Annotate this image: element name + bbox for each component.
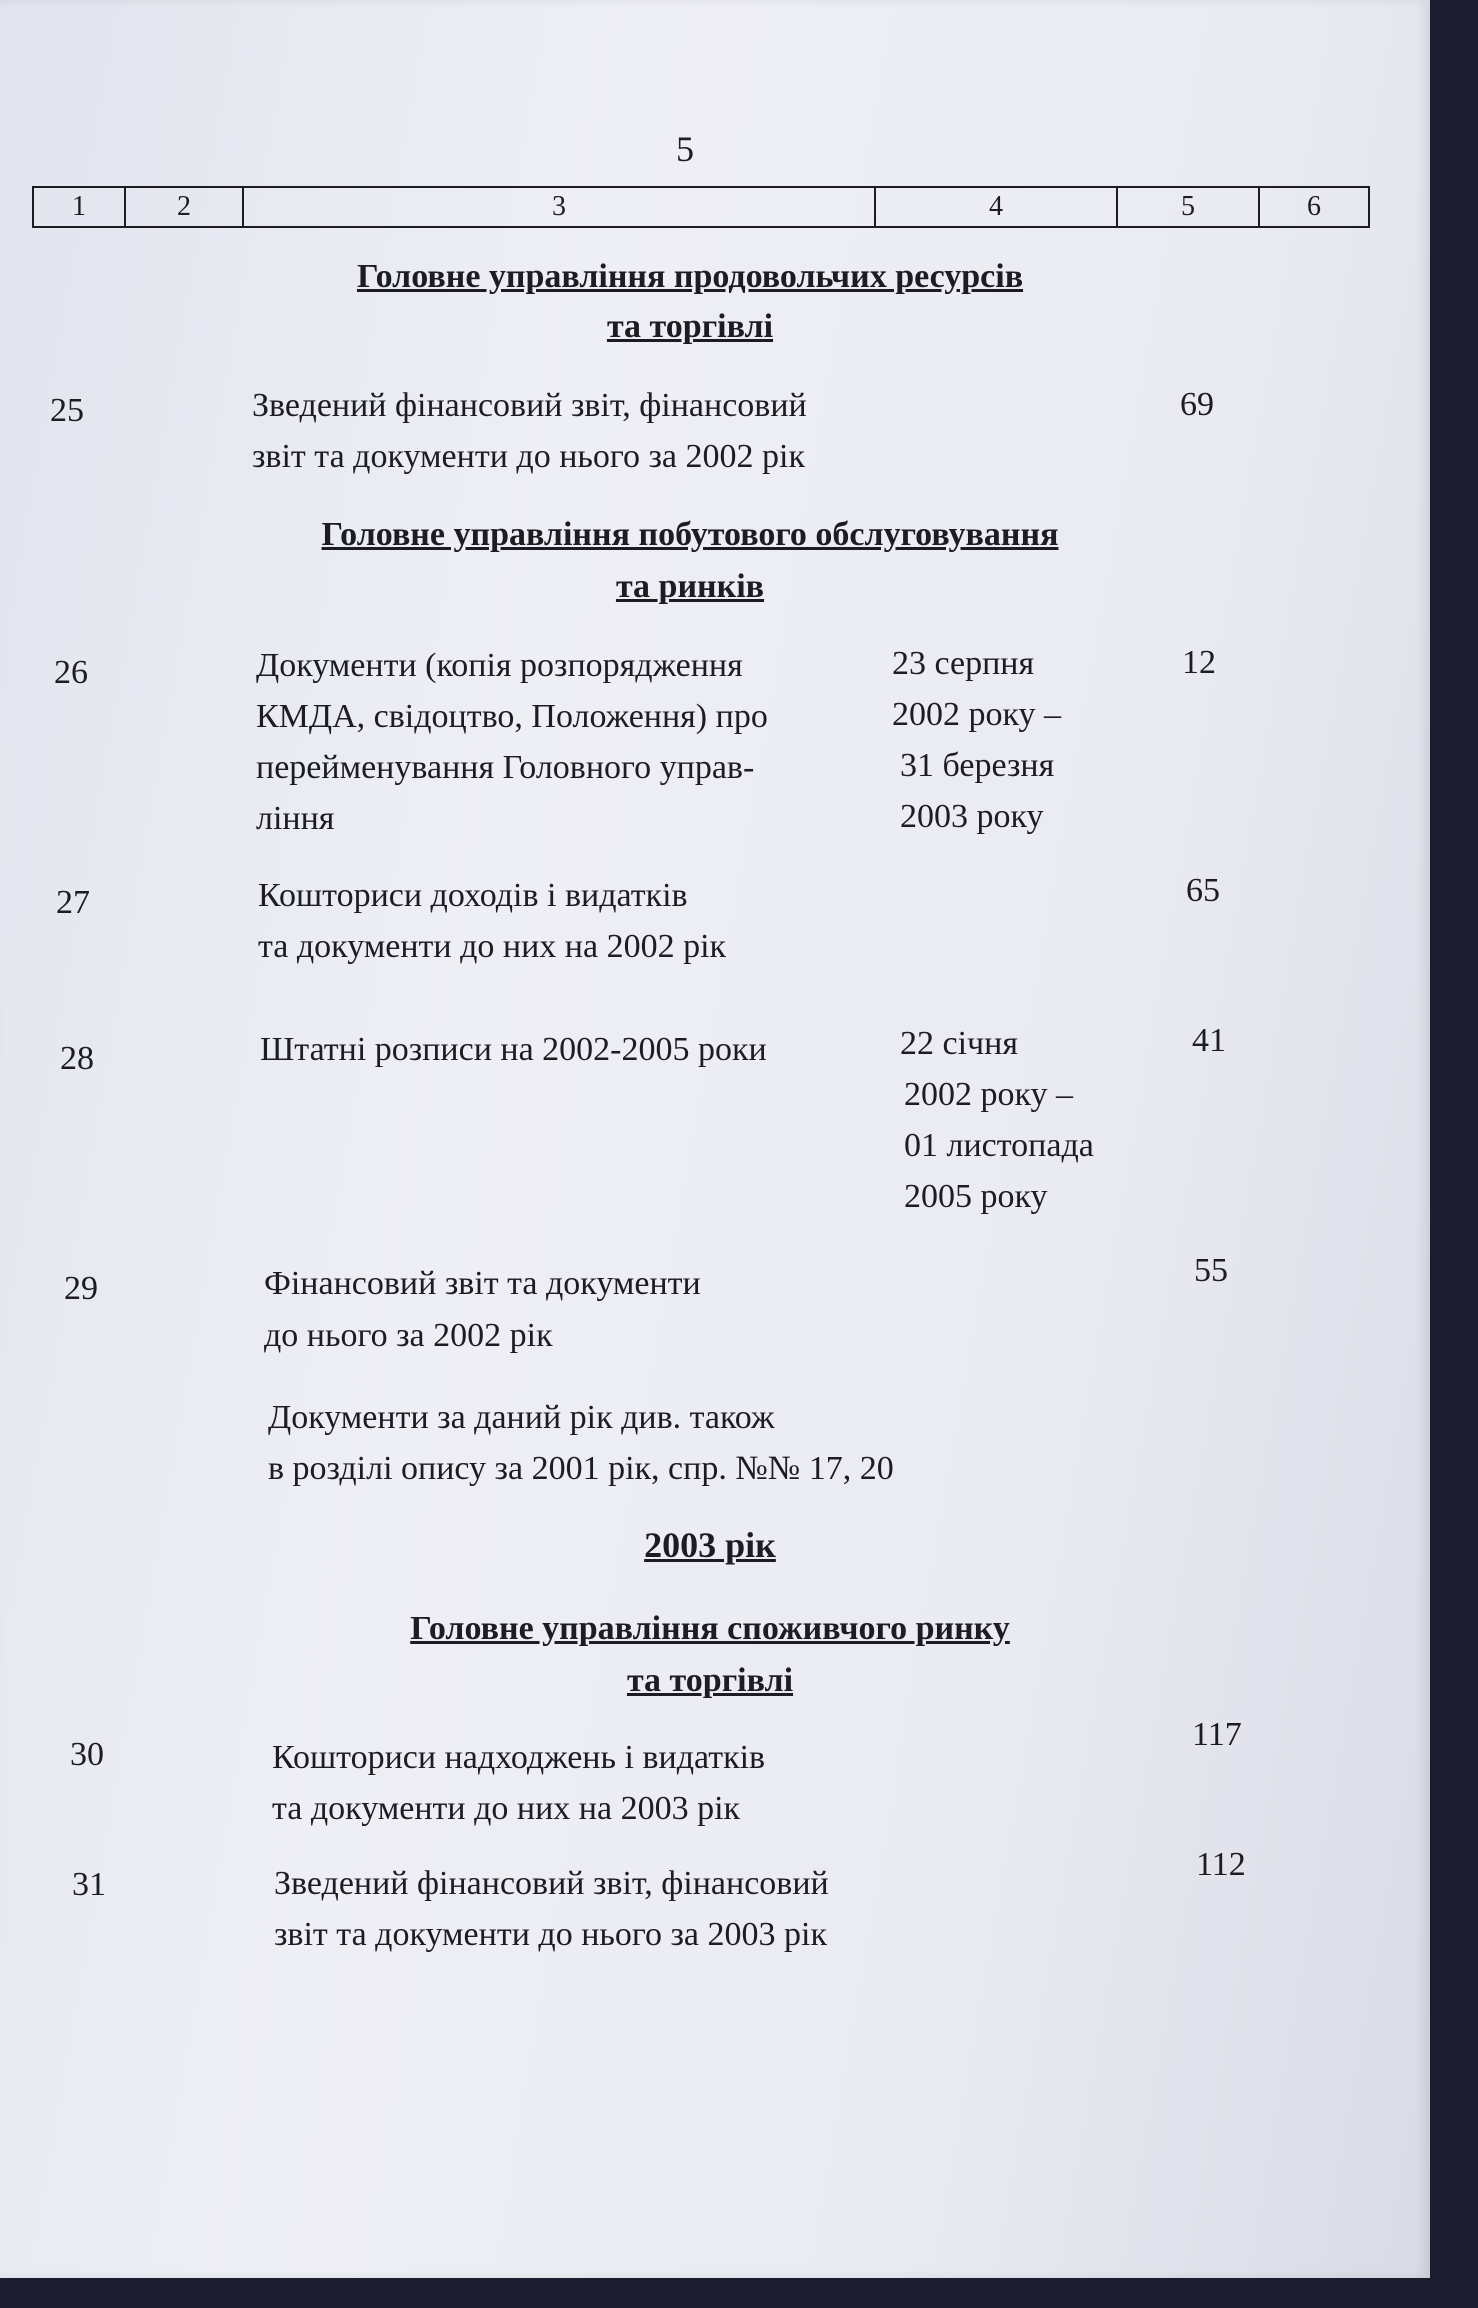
section-heading-consumer-line1: Головне управління споживчого ринку bbox=[410, 1610, 1010, 1647]
note-line: Документи за даний рік див. також bbox=[268, 1399, 775, 1436]
entry-number: 31 bbox=[72, 1866, 106, 1903]
entry-sheet-count: 12 bbox=[1182, 644, 1216, 681]
entry-date-line: 31 березня bbox=[900, 747, 1055, 784]
entry-sheet-count: 41 bbox=[1192, 1022, 1226, 1059]
entry-number: 30 bbox=[70, 1736, 104, 1773]
entry-date-line: 2005 року bbox=[904, 1178, 1048, 1215]
entry-title-line: Кошториси доходів і видатків bbox=[258, 877, 688, 914]
column-number-4: 4 bbox=[876, 188, 1118, 226]
entry-title-line: та документи до них на 2003 рік bbox=[272, 1790, 741, 1827]
entry-title-line: Документи (копія розпорядження bbox=[256, 647, 743, 684]
entry-title-line: Кошториси надходжень і видатків bbox=[272, 1739, 766, 1776]
column-number-5: 5 bbox=[1118, 188, 1260, 226]
column-number-2: 2 bbox=[126, 188, 244, 226]
page-number: 5 bbox=[676, 129, 694, 169]
entry-date-line: 23 серпня bbox=[892, 645, 1035, 682]
entry-number: 28 bbox=[60, 1040, 94, 1077]
entry-sheet-count: 55 bbox=[1194, 1252, 1228, 1289]
section-heading-food-line1: Головне управління продовольчих ресурсів bbox=[356, 258, 1024, 295]
entry-title-line: ління bbox=[256, 800, 335, 837]
section-heading-services-line1: Головне управління побутового обслуговування bbox=[321, 516, 1059, 553]
entry-title-line: КМДА, свідоцтво, Положення) про bbox=[256, 698, 768, 735]
entry-sheet-count: 112 bbox=[1196, 1846, 1246, 1883]
entry-number: 26 bbox=[54, 654, 88, 691]
entry-date-line: 01 листопада bbox=[904, 1127, 1094, 1164]
entry-number: 25 bbox=[50, 392, 84, 429]
page-bottom-edge bbox=[0, 2278, 1478, 2308]
entry-title-line: звіт та документи до нього за 2003 рік bbox=[274, 1916, 827, 1953]
column-number-6: 6 bbox=[1307, 191, 1321, 222]
section-heading-food-line2: та торгівлі bbox=[606, 308, 774, 345]
entry-sheet-count: 117 bbox=[1192, 1716, 1242, 1753]
entry-date-line: 2002 року – bbox=[904, 1076, 1074, 1113]
section-heading-consumer-line2: та торгівлі bbox=[626, 1662, 794, 1699]
entry-number: 27 bbox=[56, 884, 90, 921]
entry-title-line: Штатні розписи на 2002-2005 роки bbox=[260, 1031, 767, 1068]
entry-sheet-count: 65 bbox=[1186, 872, 1220, 909]
year-heading: 2003 рік bbox=[644, 1525, 776, 1565]
entry-title-line: Зведений фінансовий звіт, фінансовий bbox=[274, 1865, 829, 1902]
entry-title-line: Зведений фінансовий звіт, фінансовий bbox=[252, 387, 807, 424]
entry-title-line: перейменування Головного управ- bbox=[256, 749, 755, 786]
section-heading-services-line2: та ринків bbox=[615, 568, 765, 605]
entry-title-line: Фінансовий звіт та документи bbox=[264, 1265, 701, 1302]
entry-title-line: та документи до них на 2002 рік bbox=[258, 928, 727, 965]
note-line: в розділі опису за 2001 рік, спр. №№ 17, 20 bbox=[268, 1450, 894, 1487]
entry-number: 29 bbox=[64, 1270, 98, 1307]
entry-sheet-count: 69 bbox=[1180, 386, 1214, 423]
entry-date-line: 2003 року bbox=[900, 798, 1044, 835]
entry-title-line: звіт та документи до нього за 2002 рік bbox=[252, 438, 805, 475]
entry-date-line: 22 січня bbox=[900, 1025, 1018, 1062]
column-number-1: 1 bbox=[34, 188, 126, 226]
column-number-3: 3 bbox=[244, 188, 876, 226]
entry-title-line: до нього за 2002 рік bbox=[264, 1317, 553, 1354]
column-number-row bbox=[32, 186, 1370, 228]
entry-date-line: 2002 року – bbox=[892, 696, 1062, 733]
